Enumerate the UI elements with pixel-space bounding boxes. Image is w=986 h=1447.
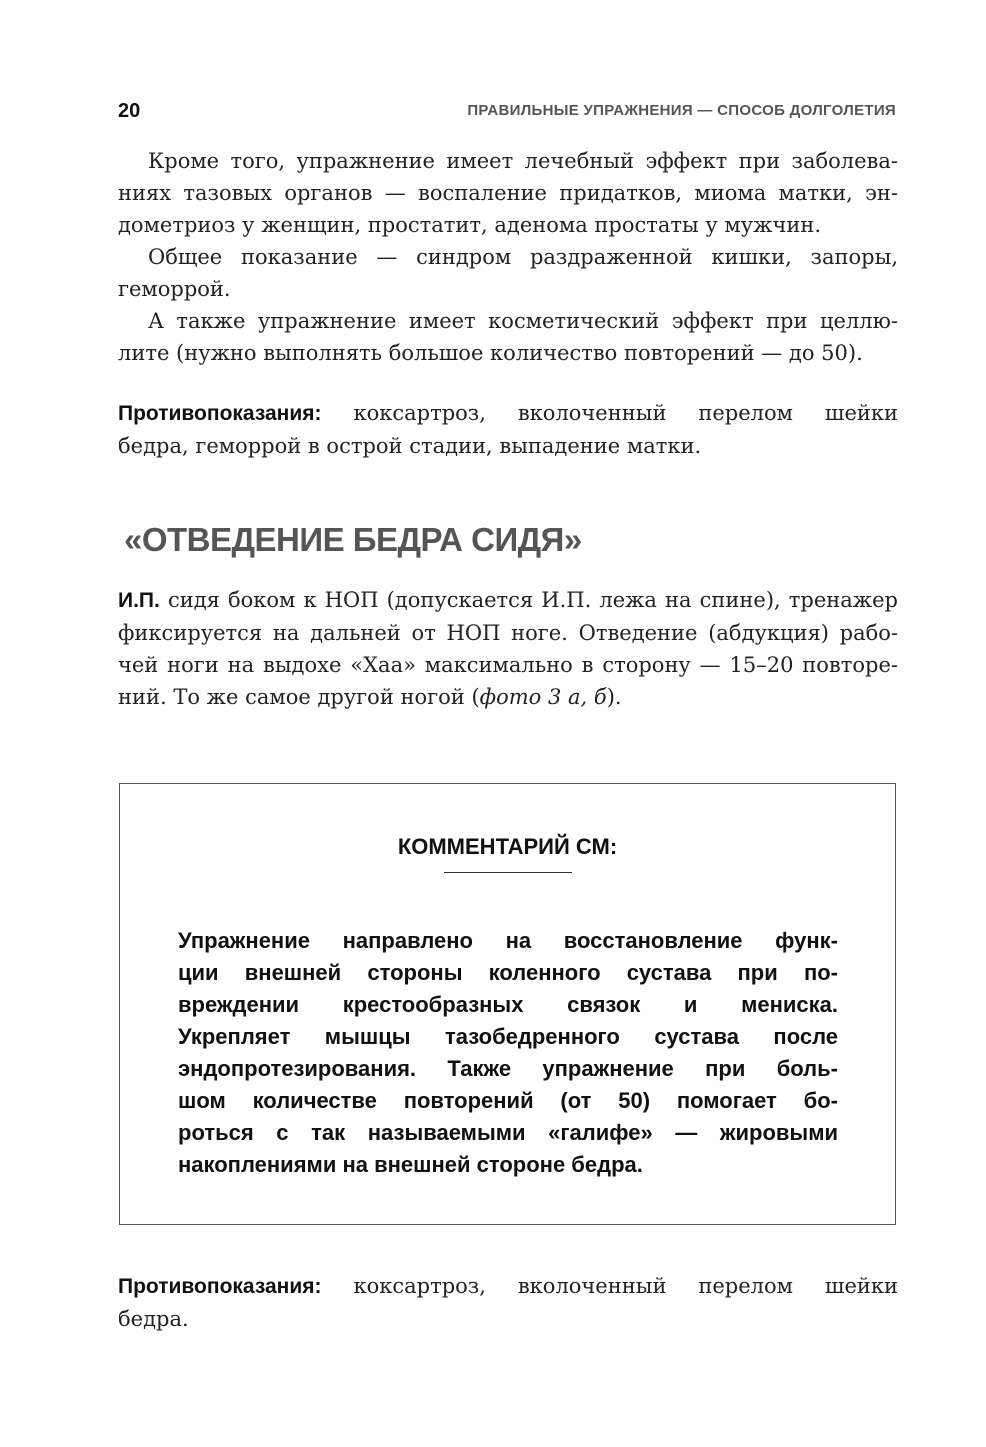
text-line: фиксируется на дальней от НОП ноге. Отведение (абдукция) рабо- <box>118 621 898 645</box>
comment-body <box>178 925 838 1181</box>
comment-line: роться с так называемыми «галифе» — жировыми <box>178 1120 838 1145</box>
text-line: бедра, геморрой в острой стадии, выпадение матки. <box>118 434 702 458</box>
page-number: 20 <box>118 100 141 122</box>
text-line: А также упражнение имеет косметический эффект при целлю- <box>148 309 898 333</box>
contraindications-paragraph-2 <box>118 1270 898 1335</box>
intro-paragraph-3 <box>118 305 898 369</box>
comment-title: КОММЕНТАРИЙ СМ: <box>397 834 618 859</box>
contraindications-text: коксартроз, вколоченный перелом шейки <box>353 401 898 425</box>
comment-box <box>119 783 896 1225</box>
text-line <box>118 681 898 713</box>
text-fragment: ний. То же самое другой ногой ( <box>118 685 480 709</box>
contraindications-paragraph-1 <box>118 397 898 462</box>
comment-line: вреждении крестообразных связок и мениска. <box>178 992 838 1017</box>
comment-line: ции внешней стороны коленного сустава при по- <box>178 960 838 985</box>
text-line: Кроме того, упражнение имеет лечебный эффект при заболева- <box>148 149 898 173</box>
starting-position-paragraph <box>118 584 898 713</box>
comment-line: Укрепляет мышцы тазобедренного сустава после <box>178 1024 838 1049</box>
comment-line: шом количестве повторений (от 50) помогает бо- <box>178 1088 838 1113</box>
contraindications-label: Противопоказания: <box>118 402 322 425</box>
comment-line: накоплениями на внешней стороне бедра. <box>178 1152 643 1177</box>
running-title: ПРАВИЛЬНЫЕ УПРАЖНЕНИЯ — СПОСОБ ДОЛГОЛЕТИЯ <box>467 102 896 119</box>
intro-paragraph-1 <box>118 145 898 241</box>
text-line: геморрой. <box>118 277 231 301</box>
contraindications-text: коксартроз, вколоченный перелом шейки <box>353 1274 898 1298</box>
text-line: Общее показание — синдром раздраженной кишки, запоры, <box>148 245 898 269</box>
text-line: ниях тазовых органов — воспаление придатков, миома матки, эн- <box>118 181 898 205</box>
photo-reference: фото 3 а, б <box>479 685 607 709</box>
section-title: «ОТВЕДЕНИЕ БЕДРА СИДЯ» <box>124 521 582 558</box>
intro-paragraph-2 <box>118 241 898 305</box>
text-line: лите (нужно выполнять большое количество повторений — до 50). <box>118 341 863 365</box>
text-fragment: ). <box>606 685 622 709</box>
text-line: бедра. <box>118 1307 189 1331</box>
text-line: дометриоз у женщин, простатит, аденома простаты у мужчин. <box>118 213 821 237</box>
contraindications-label: Противопоказания: <box>118 1275 322 1298</box>
comment-divider <box>444 872 572 873</box>
text-line: чей ноги на выдохе «Хаа» максимально в сторону — 15–20 повторе- <box>118 653 898 677</box>
starting-position-label: И.П. <box>118 589 160 612</box>
starting-position-text: сидя боком к НОП (допускается И.П. лежа на спине), тренажер <box>167 588 898 612</box>
comment-line: Упражнение направлено на восстановление функ- <box>178 928 838 953</box>
comment-line: эндопротезирования. Также упражнение при боль- <box>178 1056 838 1081</box>
